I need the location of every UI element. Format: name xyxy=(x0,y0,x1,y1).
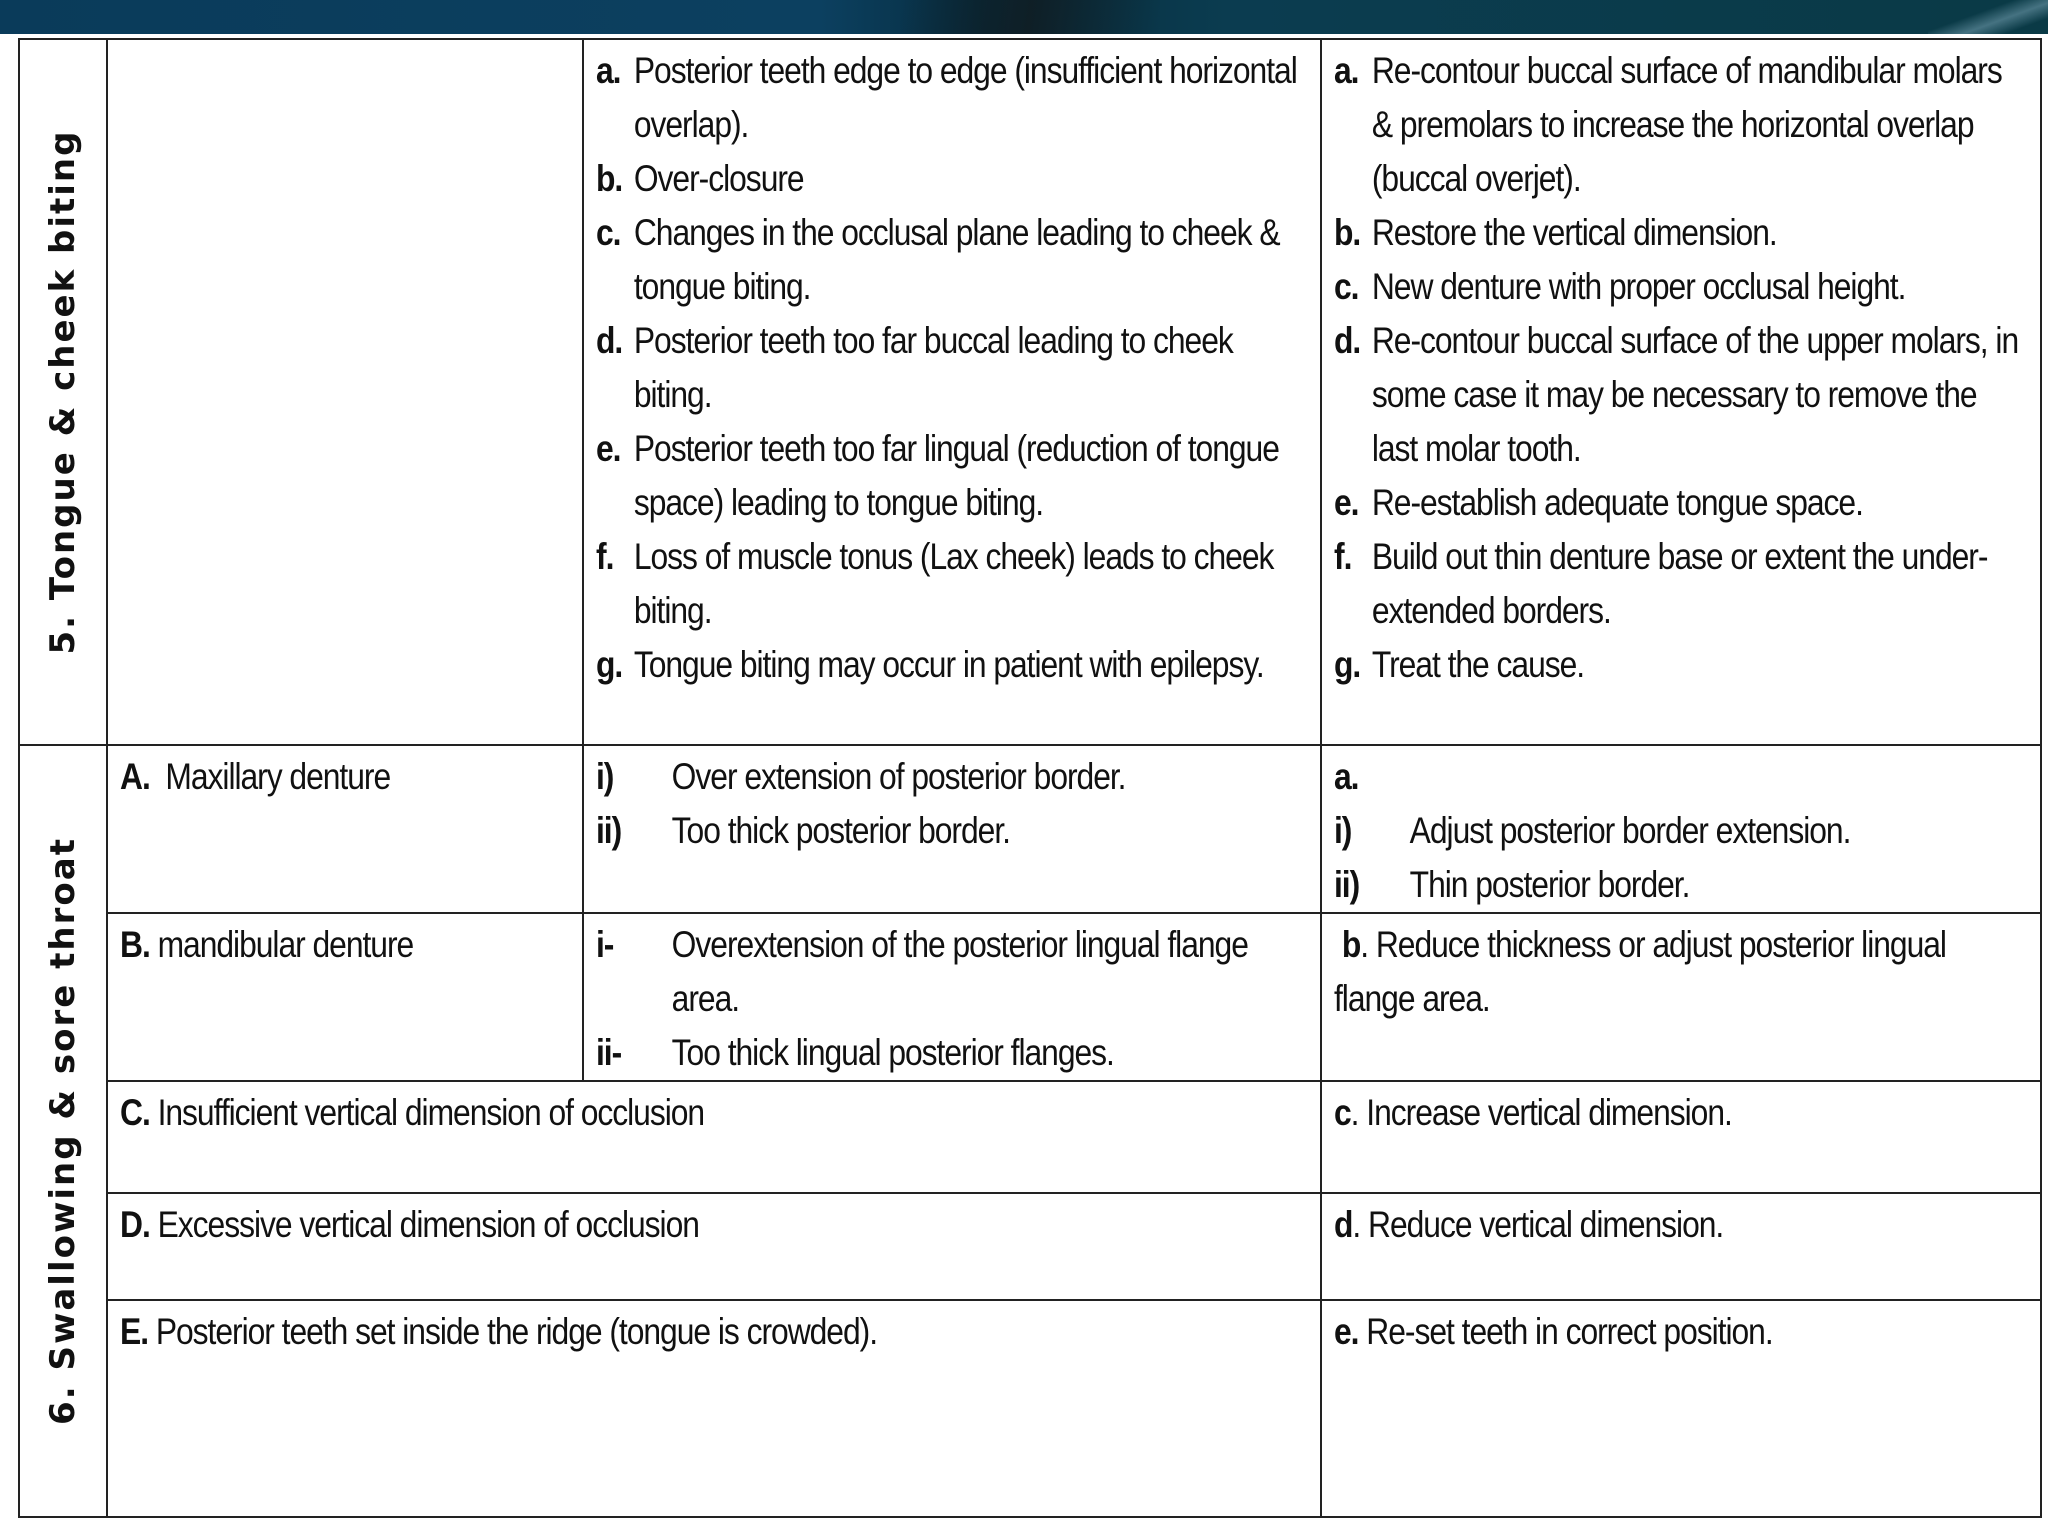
row-b-causes-list xyxy=(596,918,1306,1080)
section5-row xyxy=(19,39,2041,745)
section5-causes-cell xyxy=(583,39,1321,745)
list-item: ii) Too thick posterior border. xyxy=(596,810,1010,851)
header-sheen xyxy=(900,0,1160,34)
section5-treatments-cell xyxy=(1321,39,2041,745)
list-item: a. Posterior teeth edge to edge (insufficient horizontal overlap). xyxy=(596,50,1297,145)
section5-empty-cell xyxy=(107,39,583,745)
row-b-title-cell: B. mandibular denture xyxy=(107,913,583,1081)
row-d-treatment-cell: d. Reduce vertical dimension. xyxy=(1321,1193,2041,1300)
list-item: g. Tongue biting may occur in patient with epilepsy. xyxy=(596,644,1264,685)
list-item: e. Posterior teeth too far lingual (reduction of tongue space) leading to tongue biting. xyxy=(596,428,1279,523)
row-b-title: mandibular denture xyxy=(157,924,414,965)
list-item: b. Over-closure xyxy=(596,158,804,199)
list-item: e. Re-establish adequate tongue space. xyxy=(1334,482,1863,523)
row-b-treatment-cell: b. Reduce thickness or adjust posterior lingual flange area. xyxy=(1321,913,2041,1081)
list-item: ii- Too thick lingual posterior flanges. xyxy=(596,1032,1114,1073)
section6-row-a xyxy=(19,745,2041,913)
section5-label-cell xyxy=(19,39,107,745)
list-item: c. New denture with proper occlusal height. xyxy=(1334,266,1906,307)
row-a-causes-list xyxy=(596,750,1306,858)
list-item: i) Over extension of posterior border. xyxy=(596,756,1126,797)
row-c-treatment: . Increase vertical dimension. xyxy=(1350,1092,1732,1133)
row-a-title: Maxillary denture xyxy=(165,756,391,797)
list-item: d. Re-contour buccal surface of the upper molars, in some case it may be necessary to remove the last molar tooth. xyxy=(1334,320,2019,469)
section6-row-c xyxy=(19,1081,2041,1193)
list-item: a. Re-contour buccal surface of mandibular molars & premolars to increase the horizontal overlap (buccal overjet). xyxy=(1334,50,2002,199)
section5-treatments-list xyxy=(1334,44,2026,692)
row-d-cause-cell: D. Excessive vertical dimension of occlusion xyxy=(107,1193,1321,1300)
row-c-treatment-cell: c. Increase vertical dimension. xyxy=(1321,1081,2041,1193)
list-item: c. Changes in the occlusal plane leading to cheek & tongue biting. xyxy=(596,212,1280,307)
section6-row-d xyxy=(19,1193,2041,1300)
list-item: i) Adjust posterior border extension. xyxy=(1334,810,1851,851)
header-streak xyxy=(1928,0,2048,34)
section5-label: 5. Tongue & cheek biting xyxy=(43,129,83,655)
list-item: f. Build out thin denture base or extent the under-extended borders. xyxy=(1334,536,1988,631)
section6-label: 6. Swallowing & sore throat xyxy=(43,837,83,1425)
list-item: i- Overextension of the posterior lingual flange area. xyxy=(596,924,1248,1019)
row-a-title-cell: A. Maxillary denture xyxy=(107,745,583,913)
denture-problems-table xyxy=(18,38,2042,1518)
list-item: ii) Thin posterior border. xyxy=(1334,864,1690,905)
list-item: d. Posterior teeth too far buccal leading to cheek biting. xyxy=(596,320,1233,415)
row-c-cause-cell: C. Insufficient vertical dimension of occlusion xyxy=(107,1081,1321,1193)
row-d-treatment: . Reduce vertical dimension. xyxy=(1352,1204,1724,1245)
list-item: f. Loss of muscle tonus (Lax cheek) leads to cheek biting. xyxy=(596,536,1274,631)
row-a-treatments-list xyxy=(1334,804,2026,912)
row-a-treat-key: a. xyxy=(1334,756,1359,797)
row-e-cause-cell: E. Posterior teeth set inside the ridge (tongue is crowded). xyxy=(107,1300,1321,1517)
row-b-causes-cell xyxy=(583,913,1321,1081)
row-e-text: Posterior teeth set inside the ridge (tongue is crowded). xyxy=(155,1311,878,1352)
row-d-text: Excessive vertical dimension of occlusion xyxy=(157,1204,699,1245)
list-item: g. Treat the cause. xyxy=(1334,644,1585,685)
section6-row-e xyxy=(19,1300,2041,1517)
row-a-causes-cell xyxy=(583,745,1321,913)
slide-header-bar xyxy=(0,0,2048,34)
section6-label-cell xyxy=(19,745,107,1517)
section6-row-b xyxy=(19,913,2041,1081)
row-e-treatment-cell: e. Re-set teeth in correct position. xyxy=(1321,1300,2041,1517)
row-c-text: Insufficient vertical dimension of occlusion xyxy=(157,1092,705,1133)
section5-causes-list xyxy=(596,44,1306,692)
row-b-treatment: . Reduce thickness or adjust posterior lingual flange area. xyxy=(1334,924,1946,1019)
list-item: b. Restore the vertical dimension. xyxy=(1334,212,1777,253)
row-e-treatment: Re-set teeth in correct position. xyxy=(1366,1311,1773,1352)
row-a-treatments-cell xyxy=(1321,745,2041,913)
